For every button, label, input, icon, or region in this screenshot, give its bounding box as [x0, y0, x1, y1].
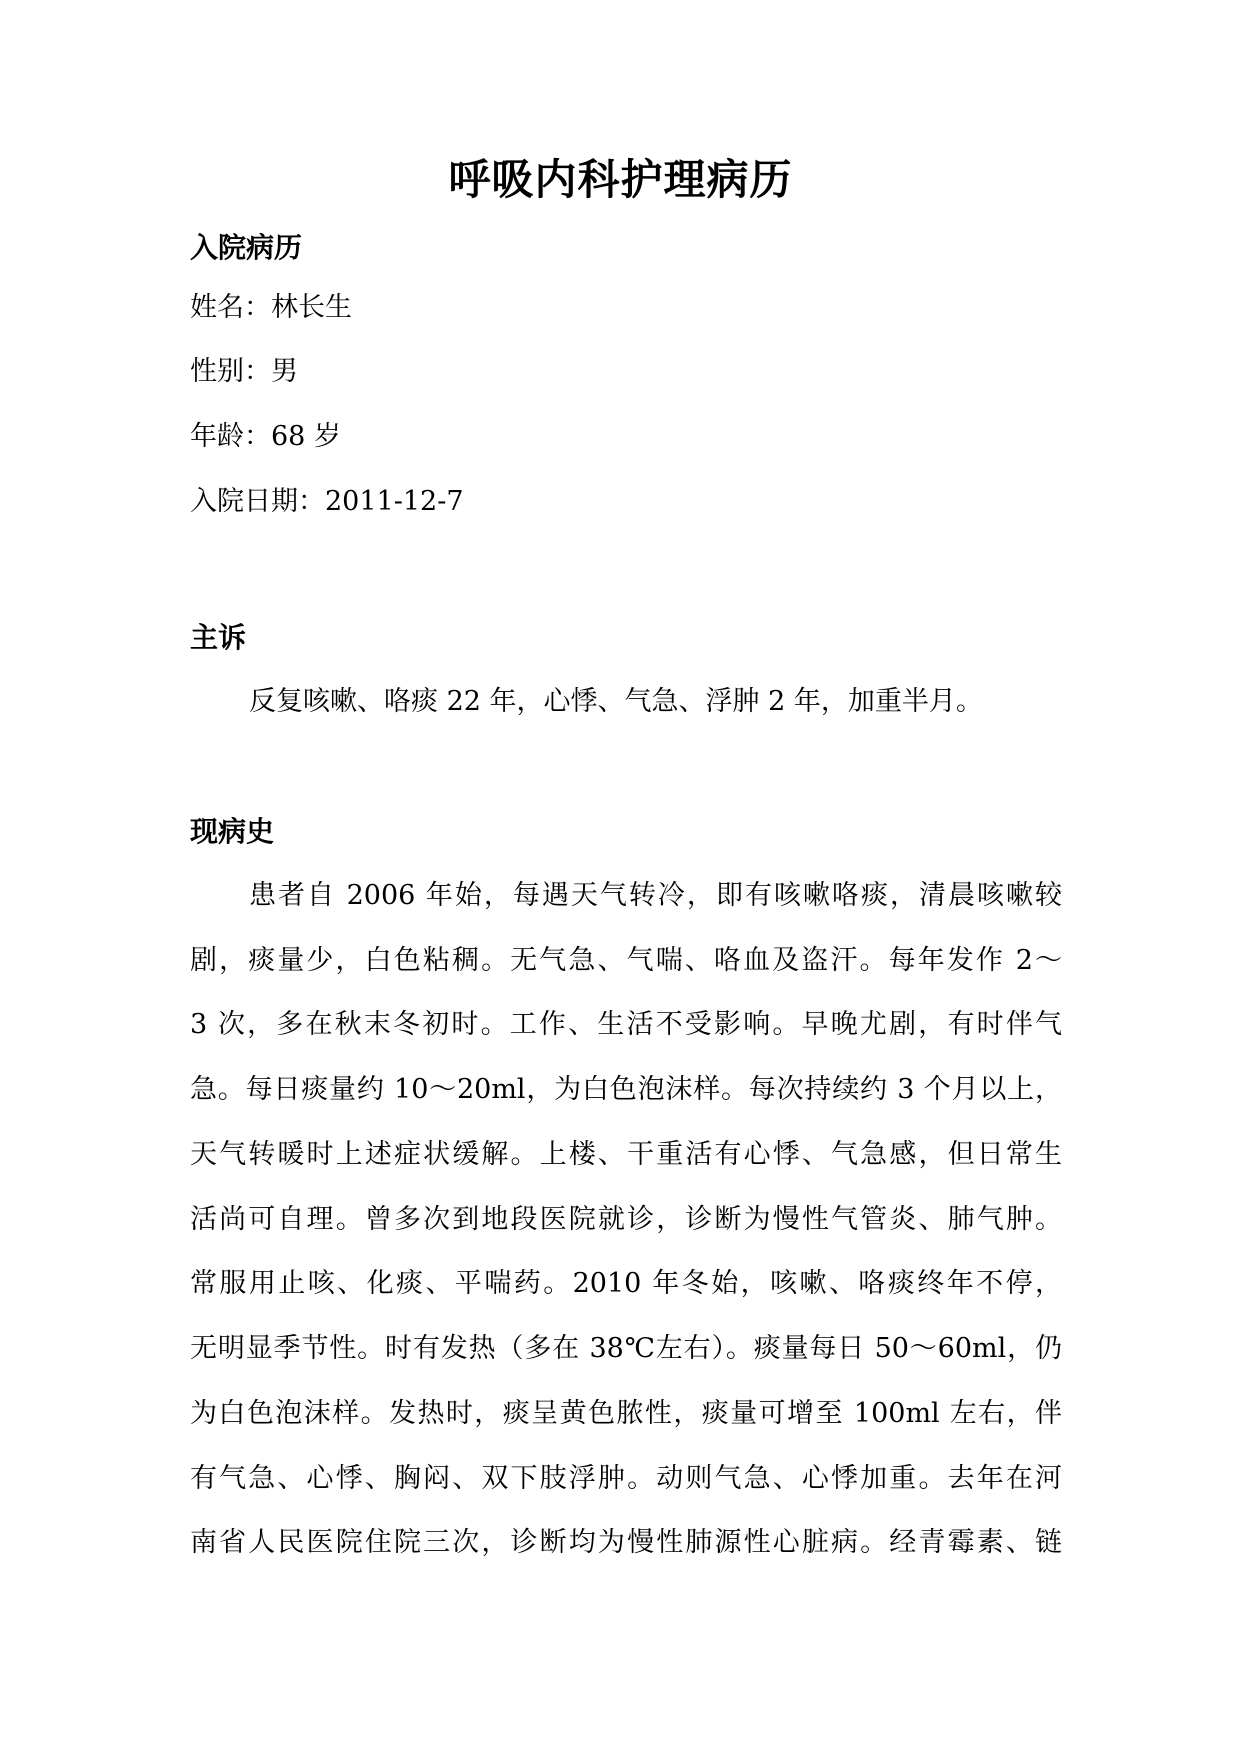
present-illness-line: 南省人民医院住院三次，诊断均为慢性肺源性心脏病。经青霉素、链	[190, 1527, 1062, 1558]
field-gender: 性别：男	[190, 356, 298, 387]
field-admission-date: 入院日期：2011-12-7	[190, 486, 464, 517]
present-illness-line: 为白色泡沫样。发热时，痰呈黄色脓性，痰量可增至 100ml 左右，伴	[190, 1398, 1062, 1429]
present-illness-line: 活尚可自理。曾多次到地段医院就诊，诊断为慢性气管炎、肺气肿。	[190, 1204, 1062, 1235]
field-name: 姓名：林长生	[190, 292, 352, 323]
present-illness-line: 有气急、心悸、胸闷、双下肢浮肿。动则气急、心悸加重。去年在河	[190, 1463, 1062, 1494]
present-illness-line: 3 次，多在秋末冬初时。工作、生活不受影响。早晚尤剧，有时伴气	[190, 1009, 1062, 1040]
present-illness-line: 天气转暖时上述症状缓解。上楼、干重活有心悸、气急感，但日常生	[190, 1139, 1062, 1170]
present-illness-line: 常服用止咳、化痰、平喘药。2010 年冬始，咳嗽、咯痰终年不停，	[190, 1268, 1062, 1299]
present-illness-line: 剧，痰量少，白色粘稠。无气急、气喘、咯血及盗汗。每年发作 2～	[190, 945, 1062, 976]
chief-complaint-text: 反复咳嗽、咯痰 22 年，心悸、气急、浮肿 2 年，加重半月。	[249, 686, 983, 717]
present-illness-heading: 现病史	[190, 815, 275, 848]
present-illness-line: 急。每日痰量约 10～20ml，为白色泡沫样。每次持续约 3 个月以上，	[190, 1074, 1062, 1105]
admission-heading: 入院病历	[190, 231, 303, 264]
chief-complaint-heading: 主诉	[190, 621, 247, 654]
present-illness-line: 无明显季节性。时有发热（多在 38℃左右）。痰量每日 50～60ml，仍	[190, 1333, 1062, 1364]
document-title: 呼吸内科护理病历	[448, 155, 793, 204]
present-illness-line: 患者自 2006 年始，每遇天气转冷，即有咳嗽咯痰，清晨咳嗽较	[249, 880, 1062, 911]
field-age: 年龄：68 岁	[190, 421, 341, 452]
